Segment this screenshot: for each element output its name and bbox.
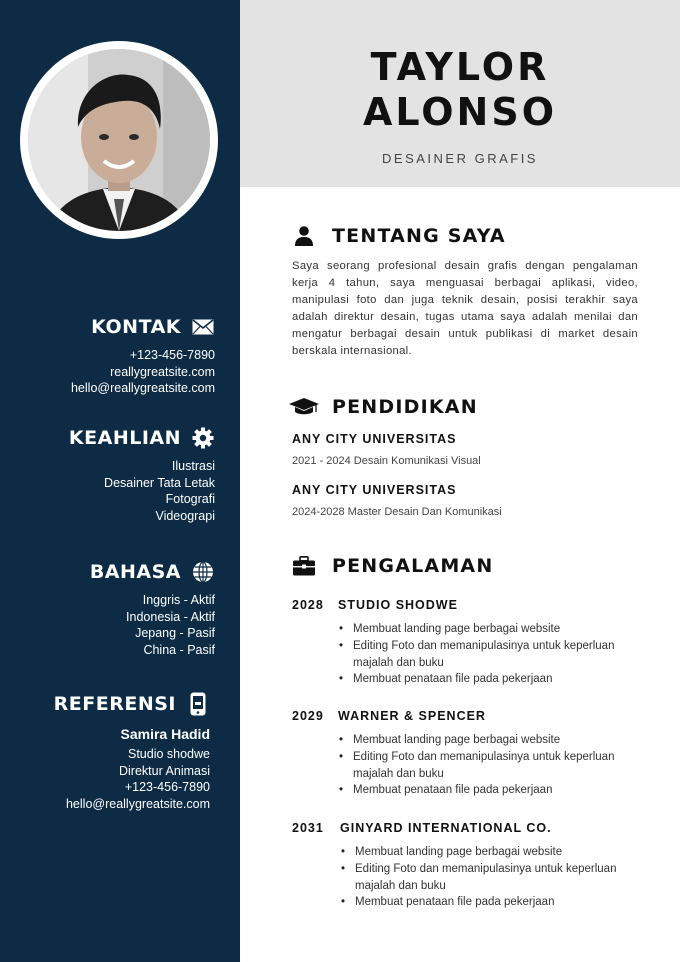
education-item <box>292 483 638 518</box>
experience-bullet: • Membuat penataan file pada pekerjaan <box>338 782 642 799</box>
language-item: Indonesia - Aktif <box>126 609 215 624</box>
graduation-cap-icon <box>284 394 324 420</box>
name-header <box>240 0 680 187</box>
experience-year: 2029 <box>292 709 324 723</box>
about-text: Saya seorang profesional desain grafis dengan pengalaman kerja 4 tahun, saya menguasai berbagai aplikasi, video, manipulasi foto dan juga teknik desain, posisi terakhir saya adalah direktur desain, tugas utama saya adalah menilai dan mengatur berbagai desain untuk publikasi di market desain berskala internasional. <box>292 260 638 357</box>
language-item: Inggris - Aktif <box>142 593 215 607</box>
reference-position: Direktur Animasi <box>119 763 210 778</box>
experience-bullet: • Membuat penataan file pada pekerjaan <box>340 894 642 911</box>
skill-item: Fotografi <box>165 492 215 506</box>
education-detail: 2021 - 2024 Desain Komunikasi Visual <box>292 455 481 467</box>
experience-company: STUDIO SHODWE <box>338 598 458 612</box>
job-title: DESAINER GRAFIS <box>382 151 538 166</box>
skill-item: Ilustrasi <box>171 459 215 473</box>
education-detail: 2024-2028 Master Desain Dan Komunikasi <box>292 506 502 518</box>
education-item <box>292 432 638 467</box>
profile-photo <box>28 49 210 231</box>
contact-website: reallygreatsite.com <box>110 364 215 379</box>
reference-title: REFERENSI <box>53 693 176 715</box>
experience-item <box>292 821 642 911</box>
languages-section <box>90 560 215 658</box>
experience-item <box>292 709 642 799</box>
sidebar <box>0 0 240 962</box>
education-school: ANY CITY UNIVERSITAS <box>292 432 457 446</box>
languages-title: BAHASA <box>89 561 181 583</box>
reference-name: Samira Hadid <box>120 726 210 742</box>
contact-email: hello@reallygreatsite.com <box>70 381 215 395</box>
experience-item <box>292 598 642 688</box>
about-title: TENTANG SAYA <box>332 225 506 247</box>
experience-bullet: • Editing Foto dan memanipulasinya untuk keperluan majalah dan buku <box>338 749 642 783</box>
contact-phone: +123-456-7890 <box>129 348 215 362</box>
experience-bullet: • Membuat landing page berbagai website <box>338 732 642 749</box>
experience-title: PENGALAMAN <box>332 555 494 577</box>
briefcase-icon <box>284 553 324 579</box>
skills-section <box>69 426 215 524</box>
experience-bullet: • Membuat landing page berbagai website <box>338 621 642 638</box>
envelope-icon <box>191 315 215 339</box>
experience-bullet: • Membuat landing page berbagai website <box>340 844 642 861</box>
education-heading <box>284 394 478 420</box>
gear-icon <box>191 426 215 450</box>
skill-item: Desainer Tata Letak <box>104 475 215 490</box>
experience-company: GINYARD INTERNATIONAL CO. <box>340 821 552 835</box>
about-heading <box>284 223 506 249</box>
language-item: Jepang - Pasif <box>135 626 215 640</box>
skill-item: Videograpi <box>155 508 215 523</box>
education-title: PENDIDIKAN <box>332 396 478 418</box>
profile-photo-frame <box>20 41 218 239</box>
experience-bullet: • Editing Foto dan memanipulasinya untuk keperluan majalah dan buku <box>340 861 642 895</box>
phone-icon <box>186 692 210 716</box>
reference-section <box>54 692 210 812</box>
reference-company: Studio shodwe <box>127 747 210 761</box>
skills-title: KEAHLIAN <box>68 427 181 449</box>
experience-heading <box>284 553 493 579</box>
globe-icon <box>191 560 215 584</box>
experience-bullet: • Membuat penataan file pada pekerjaan <box>338 671 642 688</box>
person-icon <box>284 223 324 249</box>
last-name: ALONSO <box>362 90 558 134</box>
reference-email: hello@reallygreatsite.com <box>65 796 210 811</box>
experience-bullet: • Editing Foto dan memanipulasinya untuk keperluan majalah dan buku <box>338 638 642 672</box>
language-item: China - Pasif <box>143 642 215 657</box>
contact-title: KONTAK <box>91 316 181 338</box>
experience-year: 2028 <box>292 598 324 612</box>
contact-section <box>71 315 215 397</box>
experience-year: 2031 <box>292 821 324 835</box>
experience-company: WARNER & SPENCER <box>338 709 486 723</box>
education-school: ANY CITY UNIVERSITAS <box>292 483 457 497</box>
first-name: TAYLOR <box>370 45 550 89</box>
reference-phone: +123-456-7890 <box>124 780 210 794</box>
